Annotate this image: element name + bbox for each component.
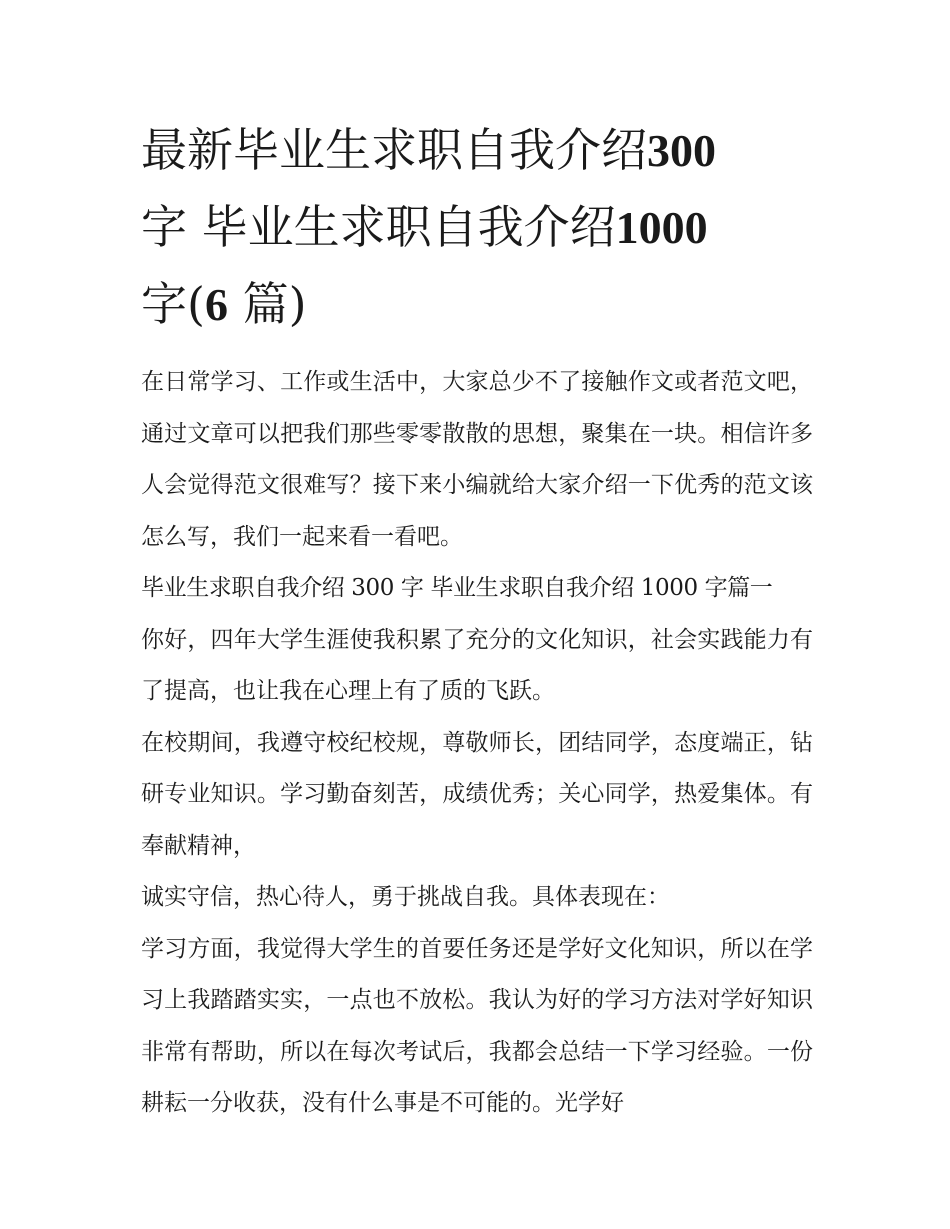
paragraph-traits: 诚实守信，热心待人，勇于挑战自我。具体表现在： [141,884,670,910]
title-text-1: 最新毕业生求职自我介绍 [141,123,647,177]
title-text-3: 字( [141,277,205,331]
paragraph-school-conduct: 在校期间，我遵守校纪校规，尊敬师长，团结同学，态度端正，钻研专业知识。学习勤奋刻苦，成绩优秀；关心同学，热爱集体。有奉献精神， [141,729,813,859]
paragraph-section-heading: 毕业生求职自我介绍 300 字 毕业生求职自我介绍 1000 字篇一 [141,575,773,601]
document-title [141,112,813,343]
title-number-6: 6 [204,279,228,330]
document-body [141,357,813,1130]
paragraph-intro: 在日常学习、工作或生活中，大家总少不了接触作文或者范文吧，通过文章可以把我们那些零零散散的思想，聚集在一块。相信许多人会觉得范文很难写？接下来小编就给大家介绍一下优秀的范文该怎么写，我们一起来看一看吧。 [141,369,813,550]
document-content [141,112,813,1130]
paragraph-greeting: 你好，四年大学生涯使我积累了充分的文化知识，社会实践能力有了提高，也让我在心理上有了质的飞跃。 [141,626,813,704]
title-text-4: 篇) [227,277,307,331]
title-number-300: 300 [647,125,716,176]
paragraph-study: 学习方面，我觉得大学生的首要任务还是学好文化知识，所以在学习上我踏踏实实，一点也不放松。我认为好的学习方法对学好知识非常有帮助，所以在每次考试后，我都会总结一下学习经验。一份耕耘一分收获，没有什么事是不可能的。光学好 [141,935,813,1116]
title-number-1000: 1000 [615,202,708,253]
title-text-2: 字 毕业生求职自我介绍 [141,200,616,254]
